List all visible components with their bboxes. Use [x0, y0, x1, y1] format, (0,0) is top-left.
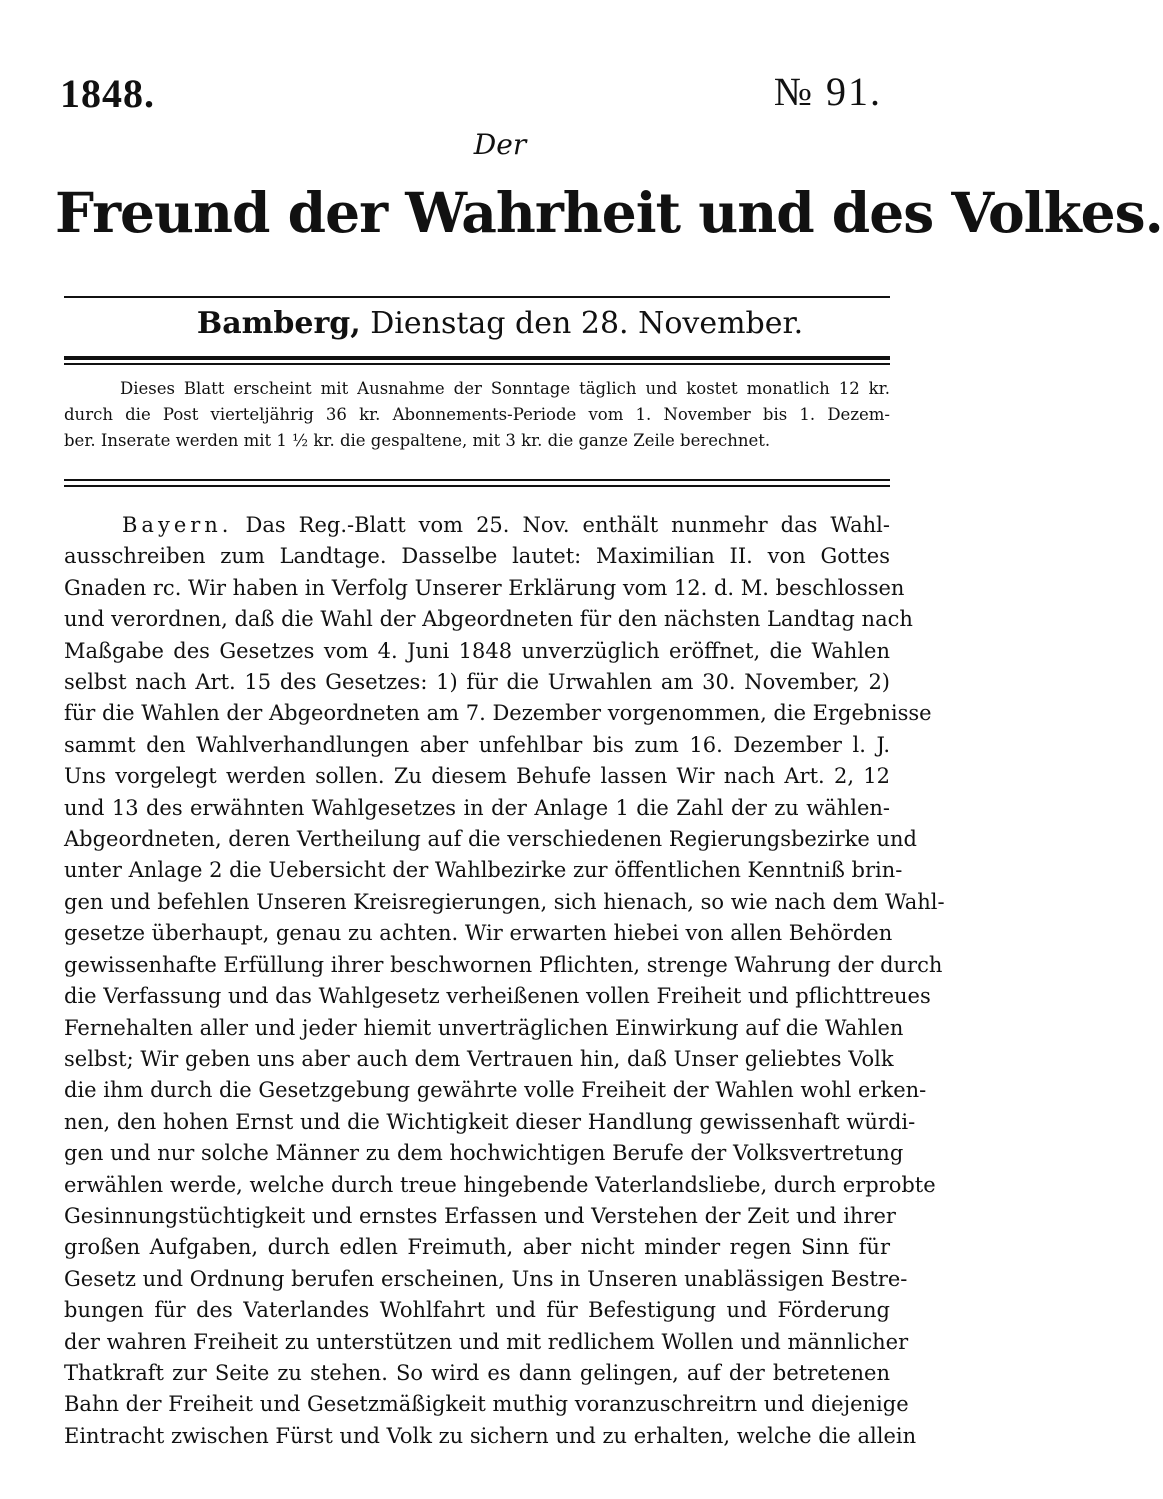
article-line: gen und befehlen Unseren Kreisregierungen, sich hienach, so wie nach dem Wahl-: [64, 889, 945, 914]
article-line: die Verfassung und das Wahlgesetz verheißenen vollen Freiheit und pflichttreues: [64, 984, 931, 1009]
year-label: 1848.: [60, 71, 155, 116]
dateline-rule-thin: [64, 363, 890, 365]
article-line: ausschreiben zum Landtage. Dasselbe lautet: Maximilian II. von Gottes: [64, 544, 890, 569]
dateline-date: Dienstag den 28. November.: [360, 306, 804, 341]
article-line: selbst; Wir geben uns aber auch dem Vertrauen hin, daß Unser geliebtes Volk: [64, 1046, 894, 1071]
article-body: [64, 510, 945, 1452]
masthead-rule-top: [64, 296, 890, 298]
article-line: Fernehalten aller und jeder hiemit unverträglichen Einwirkung auf die Wahlen: [64, 1015, 904, 1040]
article-line: Eintracht zwischen Fürst und Volk zu sichern und zu erhalten, welche die allein: [64, 1423, 917, 1448]
article-line: erwählen werde, welche durch treue hingebende Vaterlandsliebe, durch erprobte: [64, 1172, 936, 1197]
article-line: Uns vorgelegt werden sollen. Zu diesem Behufe lassen Wir nach Art. 2, 12: [64, 764, 890, 789]
notice-line: ber. Inserate werden mit 1 ½ kr. die gespaltene, mit 3 kr. die ganze Zeile berechnet.: [64, 431, 771, 450]
article-lead-place: Bayern.: [122, 513, 233, 537]
dateline-place: Bamberg,: [196, 306, 361, 341]
article-line: Maßgabe des Gesetzes vom 4. Juni 1848 unverzüglich eröffnet, die Wahlen: [64, 638, 890, 663]
notice-line: durch die Post vierteljährig 36 kr. Abonnements-Periode vom 1. November bis 1. Dezem-: [64, 405, 890, 424]
article-lines: [64, 541, 945, 1452]
dateline-rule-thick: [64, 356, 890, 360]
article-line: bungen für des Vaterlandes Wohlfahrt und für Befestigung und Förderung: [64, 1298, 890, 1323]
article-line: Thatkraft zur Seite zu stehen. So wird es dann gelingen, auf der betretenen: [64, 1360, 890, 1385]
article-line: großen Aufgaben, durch edlen Freimuth, aber nicht minder regen Sinn für: [64, 1235, 890, 1260]
article-line: sammt den Wahlverhandlungen aber unfehlbar bis zum 16. Dezember l. J.: [64, 732, 890, 757]
article-line: und 13 des erwähnten Wahlgesetzes in der Anlage 1 die Zahl der zu wählen-: [64, 795, 890, 820]
masthead-article: Der: [473, 128, 527, 161]
article-line: gen und nur solche Männer zu dem hochwichtigen Berufe der Volksvertretung: [64, 1141, 904, 1166]
article-line: Bahn der Freiheit und Gesetzmäßigkeit muthig voranzuschreitrn und diejenige: [64, 1392, 909, 1417]
article-line: unter Anlage 2 die Uebersicht der Wahlbezirke zur öffentlichen Kenntniß brin-: [64, 858, 903, 883]
article-line: und verordnen, daß die Wahl der Abgeordneten für den nächsten Landtag nach: [64, 607, 913, 632]
notice-line: Dieses Blatt erscheint mit Ausnahme der Sonntage täglich und kostet monatlich 12 kr.: [120, 379, 890, 398]
article-line: [64, 510, 890, 541]
issue-number: № 91.: [773, 69, 882, 114]
subscription-notice: [64, 376, 890, 454]
article-line: gesetze überhaupt, genau zu achten. Wir erwarten hiebei von allen Behörden: [64, 921, 893, 946]
article-line: Gnaden rc. Wir haben in Verfolg Unserer Erklärung vom 12. d. M. beschlossen: [64, 575, 905, 600]
notice-rule-top: [64, 479, 890, 481]
masthead-title: Freund der Wahrheit und des Volkes.: [55, 180, 1163, 245]
notice-rule-bottom: [64, 485, 890, 487]
article-line: selbst nach Art. 15 des Gesetzes: 1) für die Urwahlen am 30. November, 2): [64, 670, 890, 695]
article-line: gewissenhafte Erfüllung ihrer beschwornen Pflichten, strenge Wahrung der durch: [64, 952, 943, 977]
article-line: für die Wahlen der Abgeordneten am 7. Dezember vorgenommen, die Ergebnisse: [64, 701, 932, 726]
article-line: der wahren Freiheit zu unterstützen und mit redlichem Wollen und männlicher: [64, 1329, 909, 1354]
article-line: Abgeordneten, deren Vertheilung auf die verschiedenen Regierungsbezirke und: [64, 827, 917, 852]
article-line: nen, den hohen Ernst und die Wichtigkeit dieser Handlung gewissenhaft würdi-: [64, 1109, 916, 1134]
article-line: Gesinnungstüchtigkeit und ernstes Erfassen und Verstehen der Zeit und ihrer: [64, 1203, 896, 1228]
article-line: Gesetz und Ordnung berufen erscheinen, Uns in Unseren unablässigen Bestre-: [64, 1266, 908, 1291]
dateline: [0, 306, 1000, 341]
article-first-line: Das Reg.-Blatt vom 25. Nov. enthält nunmehr das Wahl-: [232, 513, 890, 537]
article-line: die ihm durch die Gesetzgebung gewährte volle Freiheit der Wahlen wohl erken-: [64, 1078, 927, 1103]
